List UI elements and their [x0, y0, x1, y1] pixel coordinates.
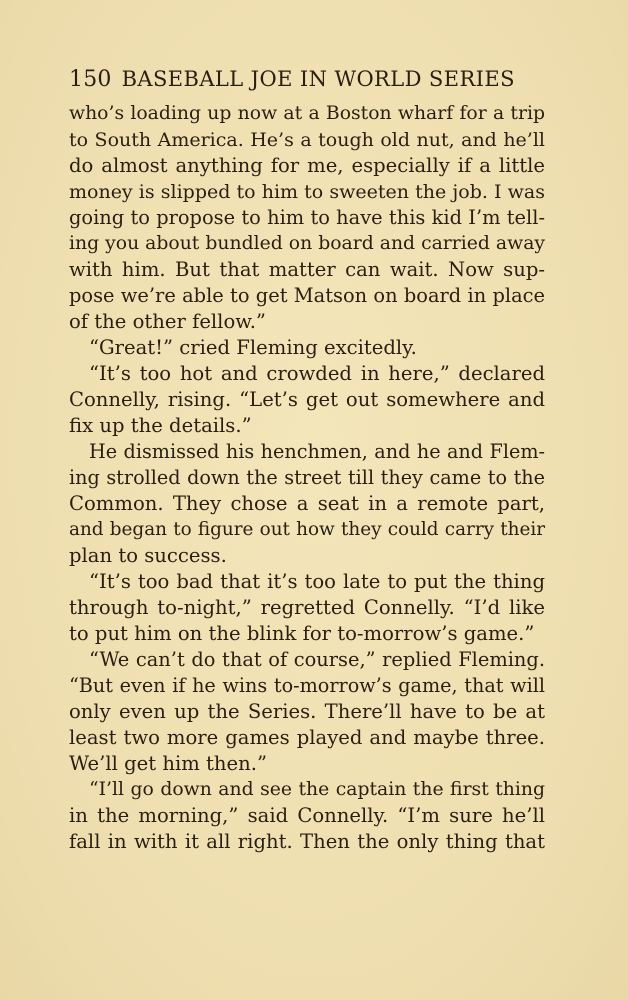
text-line: ing strolled down the street till they came to the	[69, 466, 545, 489]
text-line: only even up the Series. There’ll have to be at	[69, 700, 545, 723]
text-line: to put him on the blink for to-morrow’s game.”	[69, 622, 535, 645]
text-line: and began to figure out how they could carry their	[69, 519, 545, 540]
text-line: who’s loading up now at a Boston wharf for a trip	[69, 103, 545, 124]
text-line: going to propose to him to have this kid I’m tell-	[69, 206, 545, 229]
text-line: do almost anything for me, especially if a little	[69, 154, 545, 177]
text-line: “It’s too bad that it’s too late to put the thing	[89, 570, 545, 593]
text-line: “We can’t do that of course,” replied Fleming.	[89, 648, 545, 671]
text-line: fall in with it all right. Then the only thing that	[69, 830, 545, 853]
page-header	[69, 64, 545, 94]
text-line: with him. But that matter can wait. Now sup-	[69, 258, 545, 281]
text-line: pose we’re able to get Matson on board in place	[69, 284, 545, 307]
text-line: least two more games played and maybe three.	[69, 726, 545, 749]
text-line: of the other fellow.”	[69, 310, 266, 333]
body-text	[69, 101, 545, 855]
text-line: through to-night,” regretted Connelly. “I’d like	[69, 596, 545, 619]
text-line: fix up the details.”	[69, 414, 252, 437]
text-line: He dismissed his henchmen, and he and Flem-	[89, 440, 545, 463]
text-line: money is slipped to him to sweeten the job. I was	[69, 181, 545, 203]
page-number: 150	[69, 67, 112, 92]
text-line: ing you about bundled on board and carried away	[69, 233, 545, 254]
text-line: “It’s too hot and crowded in here,” declared	[89, 362, 545, 385]
text-line: in the morning,” said Connelly. “I’m sure he’ll	[69, 804, 545, 827]
text-line: Connelly, rising. “Let’s get out somewhere and	[69, 388, 545, 411]
text-line: “I’ll go down and see the captain the first thing	[89, 779, 545, 800]
text-line: “Great!” cried Fleming excitedly.	[89, 336, 417, 359]
text-line: We’ll get him then.”	[69, 752, 268, 775]
running-title: BASEBALL JOE IN WORLD SERIES	[121, 67, 515, 91]
text-line: plan to success.	[69, 544, 227, 567]
text-line: Common. They chose a seat in a remote part,	[69, 492, 545, 515]
text-line: “But even if he wins to-morrow’s game, that will	[69, 674, 545, 697]
text-line: to South America. He’s a tough old nut, and he’ll	[69, 129, 545, 151]
